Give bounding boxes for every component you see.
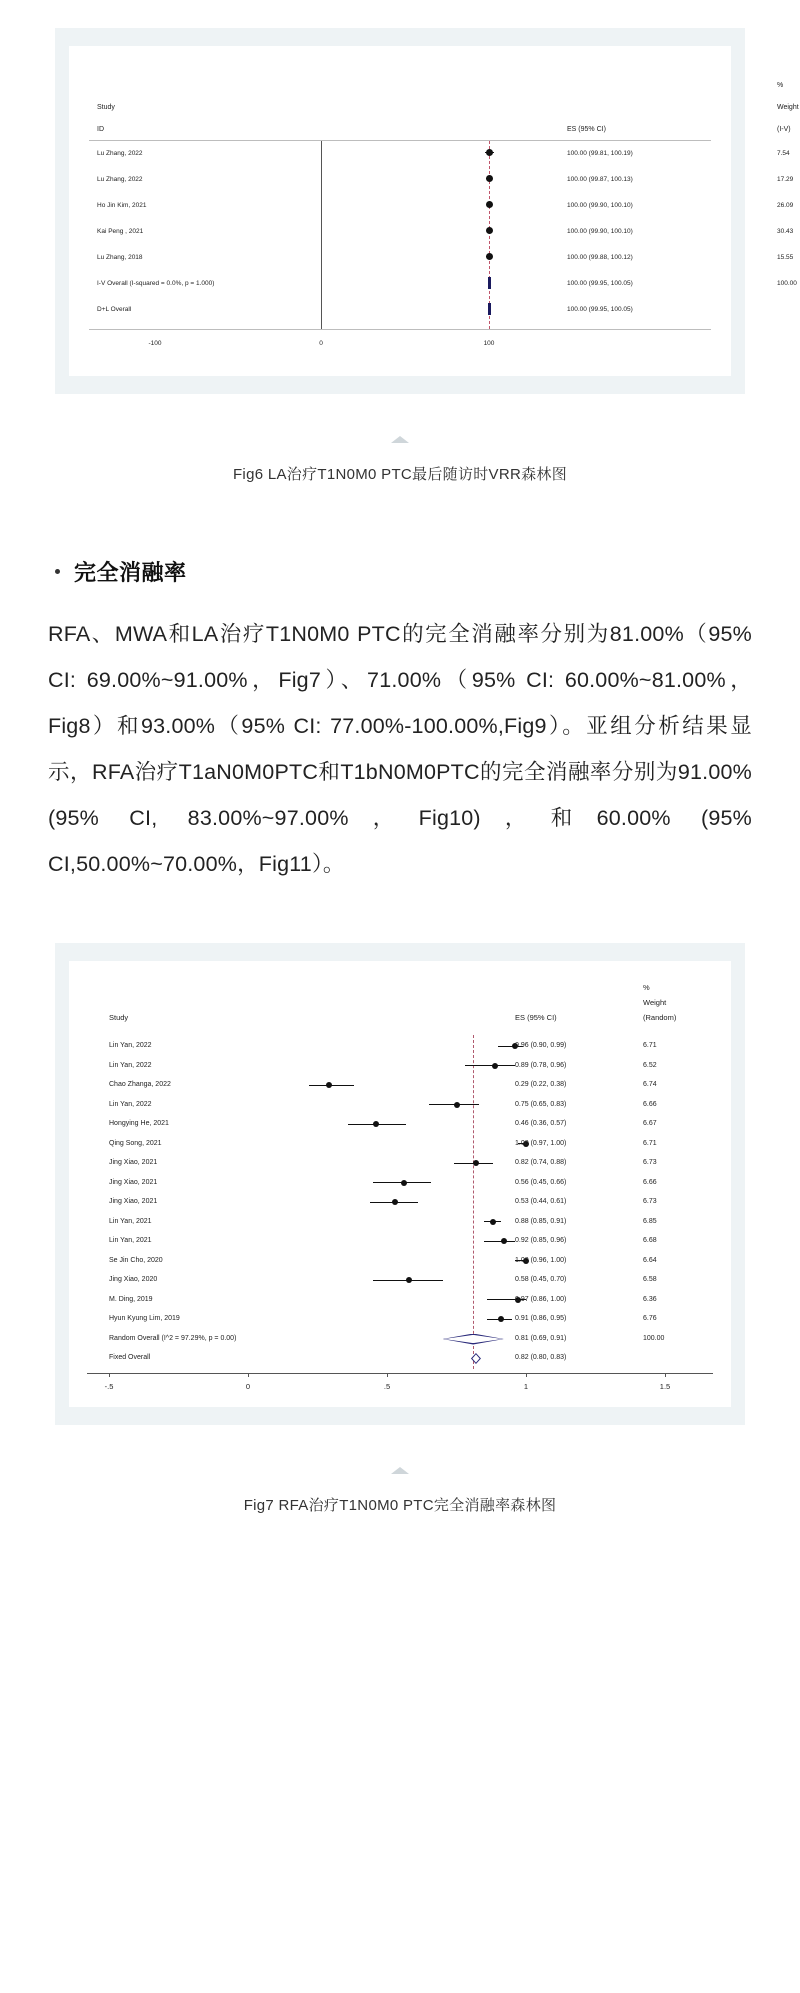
figure7-axis-tick: 1 xyxy=(523,1381,529,1391)
figure7-row-weight: 6.68 xyxy=(643,1237,657,1244)
figure6-summary-diamond xyxy=(488,303,491,315)
figure7-study-label: Study xyxy=(109,1013,129,1022)
figure6-row-study: Kai Peng , 2021 xyxy=(97,228,144,235)
figure6-row-weight: 26.09 xyxy=(777,202,794,209)
figure6-percent-label: % xyxy=(777,82,784,89)
figure7-row xyxy=(87,1174,713,1194)
figure7-row-marker xyxy=(392,1199,398,1205)
figure6-row xyxy=(89,245,794,271)
figure7-row-weight: 6.73 xyxy=(643,1198,657,1205)
figure7-row xyxy=(87,1135,713,1155)
figure7-row-study: Jing Xiao, 2021 xyxy=(109,1198,158,1205)
figure7-row-weight: 100.00 xyxy=(643,1334,665,1342)
figure7-row-weight: 6.58 xyxy=(643,1276,657,1283)
figure7-axis-tick: .5 xyxy=(383,1381,391,1391)
figure7-row-weight: 6.64 xyxy=(643,1256,657,1264)
figure7-caption-arrow xyxy=(391,1467,409,1474)
figure7-row-weight: 6.71 xyxy=(643,1139,657,1147)
figure7-row-study: Lin Yan, 2022 xyxy=(109,1061,152,1069)
figure7-row-estimate: 0.81 (0.69, 0.91) xyxy=(515,1334,567,1342)
figure7-row-marker xyxy=(498,1316,504,1322)
figure7-row-weight: 6.66 xyxy=(643,1100,657,1108)
figure7-row-marker xyxy=(454,1102,460,1108)
figure7-row-estimate: 0.88 (0.85, 0.91) xyxy=(515,1217,567,1225)
figure7-row-estimate: 0.97 (0.86, 1.00) xyxy=(515,1295,567,1303)
figure6-row-study: Lu Zhang, 2018 xyxy=(97,254,143,261)
figure7-axis-tickmark xyxy=(109,1373,110,1377)
figure6-row-study: Lu Zhang, 2022 xyxy=(97,176,143,183)
figure7-row xyxy=(87,1330,713,1350)
figure6-row-estimate: 100.00 (99.90, 100.10) xyxy=(567,228,633,235)
figure7-row-estimate: 0.75 (0.65, 0.83) xyxy=(515,1100,567,1108)
figure7-row-estimate: 0.91 (0.86, 0.95) xyxy=(515,1315,567,1322)
figure7-row-study: Lin Yan, 2022 xyxy=(109,1100,152,1108)
figure7-row-weight: 6.85 xyxy=(643,1217,657,1225)
figure7-axis-tickmark xyxy=(665,1373,666,1377)
figure7-row xyxy=(87,1154,713,1174)
figure7-row-study: Jing Xiao, 2021 xyxy=(109,1178,158,1186)
figure7-row-marker xyxy=(490,1219,496,1225)
figure7-row-study: Fixed Overall xyxy=(109,1354,151,1361)
figure7-row-marker xyxy=(473,1160,479,1166)
figure6-axis-tick: 100 xyxy=(483,340,495,347)
figure7-row-estimate: 0.56 (0.45, 0.66) xyxy=(515,1178,567,1186)
figure6-row xyxy=(89,141,790,167)
figure7-row-study: Chao Zhanga, 2022 xyxy=(109,1081,171,1088)
figure7-row xyxy=(87,1232,713,1252)
figure7-row-study: Lin Yan, 2022 xyxy=(109,1042,152,1049)
figure7-axis-tick: -.5 xyxy=(104,1381,114,1391)
figure6-row-marker xyxy=(486,201,493,208)
figure6-row xyxy=(89,271,797,297)
figure6-weight-label: Weight xyxy=(777,104,799,111)
figure7-row-marker xyxy=(373,1121,379,1127)
section-title: 完全消融率 xyxy=(74,560,187,585)
figure6-row-estimate: 100.00 (99.81, 100.19) xyxy=(567,150,633,157)
figure7-row xyxy=(87,1271,713,1291)
figure7-row-weight: 6.73 xyxy=(643,1159,657,1166)
figure7-x-axis xyxy=(87,1373,713,1399)
figure7-summary-diamond xyxy=(443,1334,504,1345)
figure6-model-label: (I-V) xyxy=(777,126,791,133)
figure7-row-marker xyxy=(492,1063,498,1069)
figure7-row xyxy=(87,1037,713,1057)
figure7-row-weight: 6.66 xyxy=(643,1178,657,1186)
figure7-row xyxy=(87,1213,713,1233)
figure7-row xyxy=(87,1349,713,1369)
figure6-row xyxy=(89,167,794,193)
figure6-row-estimate: 100.00 (99.95, 100.05) xyxy=(567,280,633,287)
figure7-row-study: M. Ding, 2019 xyxy=(109,1295,153,1303)
figure7-row-weight: 6.52 xyxy=(643,1061,657,1069)
figure7-row xyxy=(87,1057,713,1077)
figure7-row-estimate: 0.53 (0.44, 0.61) xyxy=(515,1198,567,1205)
figure7-row-estimate: 0.82 (0.74, 0.88) xyxy=(515,1159,567,1166)
figure6-caption: Fig6 LA治疗T1N0M0 PTC最后随访时VRR森林图 xyxy=(232,466,568,483)
figure7-row xyxy=(87,1096,713,1116)
figure6-row-marker xyxy=(486,149,493,156)
figure7-row-weight: 6.76 xyxy=(643,1315,657,1322)
figure6-row xyxy=(89,219,794,245)
figure7-row-study: Random Overall (I^2 = 97.29%, p = 0.00) xyxy=(109,1334,237,1342)
figure7-row xyxy=(87,1252,713,1272)
figure7-axis-tickmark xyxy=(387,1373,388,1377)
figure6-row-study: D+L Overall xyxy=(97,306,132,313)
figure7-row-estimate: 0.92 (0.85, 0.96) xyxy=(515,1237,567,1244)
figure6-header xyxy=(89,62,799,140)
figure7-row-weight: 6.71 xyxy=(643,1042,657,1049)
figure6-row-weight: 7.54 xyxy=(777,150,790,157)
figure6-axis-tick: 0 xyxy=(319,340,323,347)
figure6-axis-tick: -100 xyxy=(148,340,162,347)
figure6-row-estimate: 100.00 (99.95, 100.05) xyxy=(567,306,633,313)
figure6-row-study: Ho Jin Kim, 2021 xyxy=(97,202,147,209)
figure7-row-estimate: 0.46 (0.36, 0.57) xyxy=(515,1120,567,1127)
figure6-study-label: Study xyxy=(97,104,115,111)
figure7-row-study: Jing Xiao, 2021 xyxy=(109,1159,158,1166)
figure6-es-label: ES (95% CI) xyxy=(567,126,606,133)
figure6-caption-arrow xyxy=(391,436,409,443)
figure7-row-estimate: 0.96 (0.90, 0.99) xyxy=(515,1042,567,1049)
figure7-header xyxy=(87,979,713,1035)
section-paragraph: RFA、MWA和LA治疗T1N0M0 PTC的完全消融率分别为81.00%（95% CI: 69.00%~91.00%，Fig7）、71.00%（95% CI: 60.00%~81.00%，Fig8）和93.00%（95% CI: 77.00%-100.00%,Fig9）。亚组分析结果显示，RFA治疗T1aN0M0PTC和T1bN0M0PTC的完全消融率分别为91.00% (95% CI, 83.00%~97.00%，Fig10)，和60.00% (95% CI,50.00%~70.00%，Fig11）。 xyxy=(48,622,752,876)
figure6-row-marker xyxy=(486,227,493,234)
figure7-panel xyxy=(55,943,745,1425)
figure7-row-study: Lin Yan, 2021 xyxy=(109,1237,152,1244)
figure7-row-study: Qing Song, 2021 xyxy=(109,1139,162,1147)
figure7-caption: Fig7 RFA治疗T1N0M0 PTC完全消融率森林图 xyxy=(243,1496,557,1514)
figure7-row-weight: 6.36 xyxy=(643,1295,657,1303)
figure7-row-estimate: 0.82 (0.80, 0.83) xyxy=(515,1354,567,1361)
figure6-row-marker xyxy=(486,175,493,182)
figure7-row-weight: 6.74 xyxy=(643,1081,657,1088)
figure7-row-marker xyxy=(406,1277,412,1283)
figure7-row xyxy=(87,1076,713,1096)
figure6-row-study: I-V Overall (I-squared = 0.0%, p = 1.000) xyxy=(97,280,215,287)
figure7-axis-tickmark xyxy=(248,1373,249,1377)
figure7-row xyxy=(87,1115,713,1135)
figure7-row-weight: 6.67 xyxy=(643,1120,657,1127)
figure7-row-marker xyxy=(401,1180,407,1186)
bullet-dot-icon xyxy=(55,569,60,574)
figure6-row-estimate: 100.00 (99.87, 100.13) xyxy=(567,176,633,183)
figure7-row-marker xyxy=(326,1082,332,1088)
figure7-row-estimate: 0.58 (0.45, 0.70) xyxy=(515,1276,567,1283)
figure6-row-marker xyxy=(486,253,493,260)
figure7-row-study: Jing Xiao, 2020 xyxy=(109,1276,158,1283)
figure6-row-weight: 100.00 xyxy=(777,280,797,287)
figure7-axis-tickmark xyxy=(526,1373,527,1377)
figure6-row-weight: 17.29 xyxy=(777,176,794,183)
figure7-row xyxy=(87,1291,713,1311)
figure6-rows xyxy=(89,141,797,329)
figure7-rows xyxy=(87,1035,713,1369)
figure6-row-weight: 15.55 xyxy=(777,254,794,261)
figure7-model-label: (Random) xyxy=(643,1013,677,1022)
figure7-plot-area xyxy=(69,961,731,1407)
figure6-row-estimate: 100.00 (99.88, 100.12) xyxy=(567,254,633,261)
figure6-row xyxy=(89,193,794,219)
figure6-plot-area xyxy=(69,46,799,376)
figure7-weight-label: Weight xyxy=(643,998,667,1007)
section-heading xyxy=(55,556,745,587)
figure7-row-estimate: 1.00 (0.96, 1.00) xyxy=(515,1256,567,1264)
figure7-row-study: Hongying He, 2021 xyxy=(109,1120,169,1127)
figure6-row xyxy=(89,297,711,323)
figure6-panel xyxy=(55,28,799,394)
figure7-row-estimate: 1.00 (0.97, 1.00) xyxy=(515,1139,567,1147)
figure7-es-label: ES (95% CI) xyxy=(515,1013,557,1022)
figure6-summary-diamond xyxy=(488,277,491,289)
figure7-summary-diamond xyxy=(471,1353,481,1364)
figure7-axis-tick: 0 xyxy=(245,1381,251,1391)
figure7-row-estimate: 0.89 (0.78, 0.96) xyxy=(515,1061,567,1069)
figure7-axis-tick: 1.5 xyxy=(659,1381,671,1391)
figure7-row-ci xyxy=(465,1065,515,1066)
figure7-row-marker xyxy=(501,1238,507,1244)
document-page xyxy=(0,28,800,1993)
figure7-row-estimate: 0.29 (0.22, 0.38) xyxy=(515,1081,567,1088)
figure7-row-study: Se Jin Cho, 2020 xyxy=(109,1256,163,1264)
figure6-id-label: ID xyxy=(97,126,104,133)
figure6-row-estimate: 100.00 (99.90, 100.10) xyxy=(567,202,633,209)
figure7-row xyxy=(87,1193,713,1213)
figure7-row-ci xyxy=(484,1241,515,1242)
figure6-row-study: Lu Zhang, 2022 xyxy=(97,150,143,157)
figure7-percent-label: % xyxy=(643,983,650,992)
figure6-x-axis xyxy=(89,329,711,355)
figure6-row-weight: 30.43 xyxy=(777,228,794,235)
figure7-row xyxy=(87,1310,713,1330)
figure7-row-study: Hyun Kyung Lim, 2019 xyxy=(109,1315,180,1322)
figure7-row-study: Lin Yan, 2021 xyxy=(109,1217,152,1225)
